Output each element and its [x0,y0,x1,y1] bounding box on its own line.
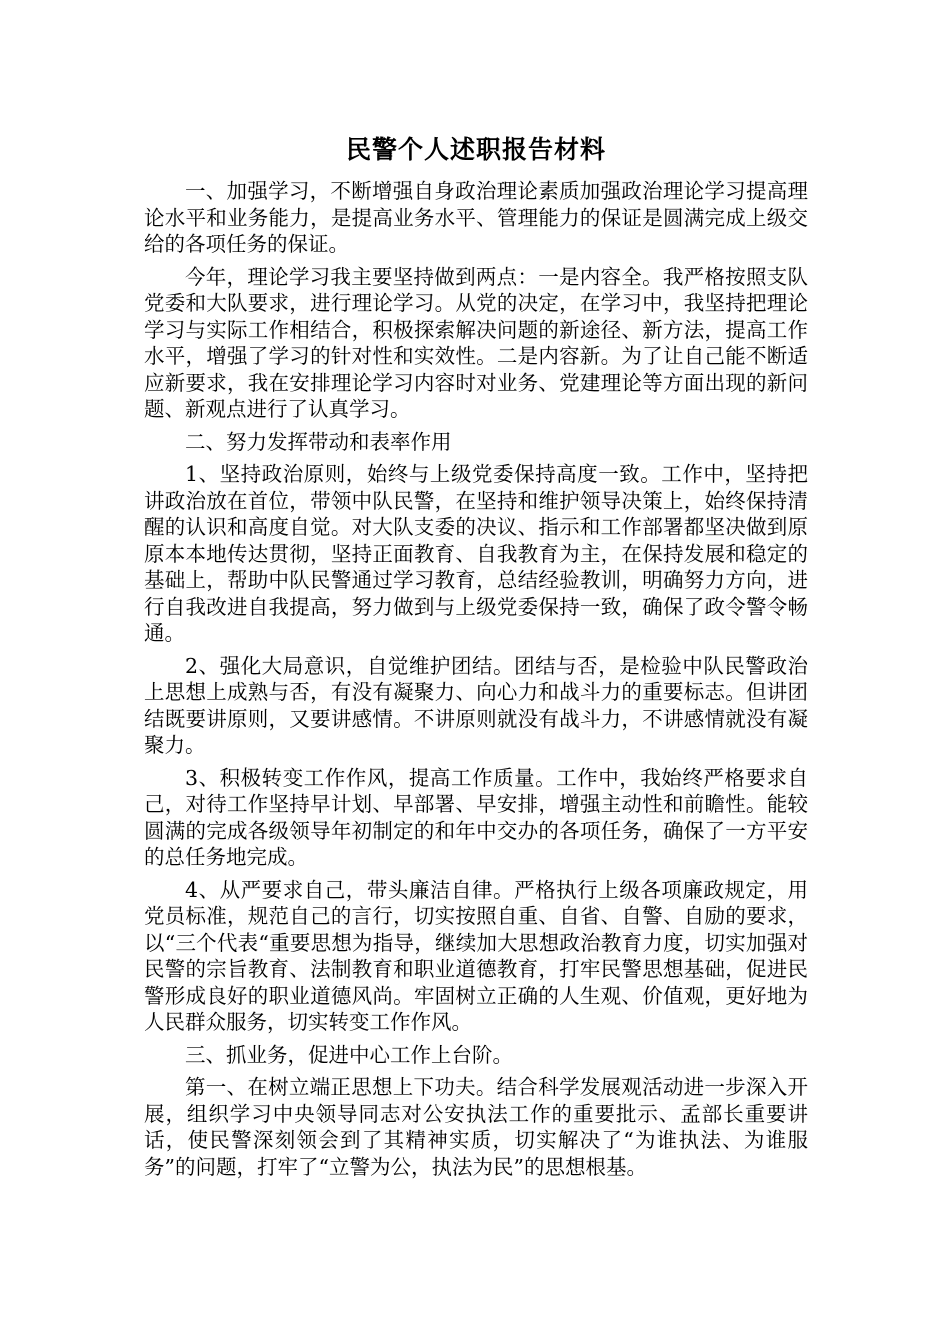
paragraph-correct-thinking: 第一、在树立端正思想上下功夫。结合科学发展观活动进一步深入开展，组织学习中央领导同志对公安执法工作的重要批示、孟部长重要讲话，使民警深刻领会到了其精神实质，切实解决了“为谁执法、为谁服务”的问题，打牢了“立警为公，执法为民”的思想根基。 [144,1075,808,1179]
paragraph-study: 一、加强学习，不断增强自身政治理论素质加强政治理论学习提高理论水平和业务能力，是提高业务水平、管理能力的保证是圆满完成上级交给的各项任务的保证。 [144,179,808,256]
heading-leading-role: 二、努力发挥带动和表率作用 [185,429,452,454]
paragraph-self-discipline: 4、从严要求自己，带头廉洁自律。严格执行上级各项廉政规定，用党员标准，规范自己的言行，切实按照自重、自省、自警、自励的要求，以“三个代表“重要思想为指导，继续加大思想政治教育力度，切实加强对民警的宗旨教育、法制教育和职业道德教育，打牢民警思想基础，促进民警形成良好的职业道德风尚。牢固树立正确的人生观、价值观，更好地为人民群众服务，切实转变工作作风。 [144,877,808,1034]
paragraph-work-style: 3、积极转变工作作风，提高工作质量。工作中，我始终严格要求自己，对待工作坚持早计划、早部署、早安排，增强主动性和前瞻性。能较圆满的完成各级领导年初制定的和年中交办的各项任务，确保了一方平安的总任务地完成。 [144,765,808,869]
paragraph-theory-learning: 今年，理论学习我主要坚持做到两点：一是内容全。我严格按照支队党委和大队要求，进行理论学习。从党的决定，在学习中，我坚持把理论学习与实际工作相结合，积极探索解决问题的新途径、新方法，提高工作水平，增强了学习的针对性和实效性。二是内容新。为了让自己能不断适应新要求，我在安排理论学习内容时对业务、党建理论等方面出现的新问题、新观点进行了认真学习。 [144,264,808,421]
document-title: 民警个人述职报告材料 [345,135,606,164]
paragraph-unity: 2、强化大局意识，自觉维护团结。团结与否，是检验中队民警政治上思想上成熟与否，有没有凝聚力、向心力和战斗力的重要标志。但讲团结既要讲原则，又要讲感情。不讲原则就没有战斗力，不讲感情就没有凝聚力。 [144,653,808,757]
paragraph-political-principle: 1、坚持政治原则，始终与上级党委保持高度一致。工作中，坚持把讲政治放在首位，带领中队民警，在坚持和维护领导决策上，始终保持清醒的认识和高度自觉。对大队支委的决议、指示和工作部署都坚决做到原原本本地传达贯彻，坚持正面教育、自我教育为主，在保持发展和稳定的基础上，帮助中队民警通过学习教育，总结经验教训，明确努力方向，进行自我改进自我提高，努力做到与上级党委保持一致，确保了政令警令畅通。 [144,462,808,645]
document-body [144,128,808,1186]
heading-business: 三、抓业务，促进中心工作上台阶。 [185,1042,513,1067]
